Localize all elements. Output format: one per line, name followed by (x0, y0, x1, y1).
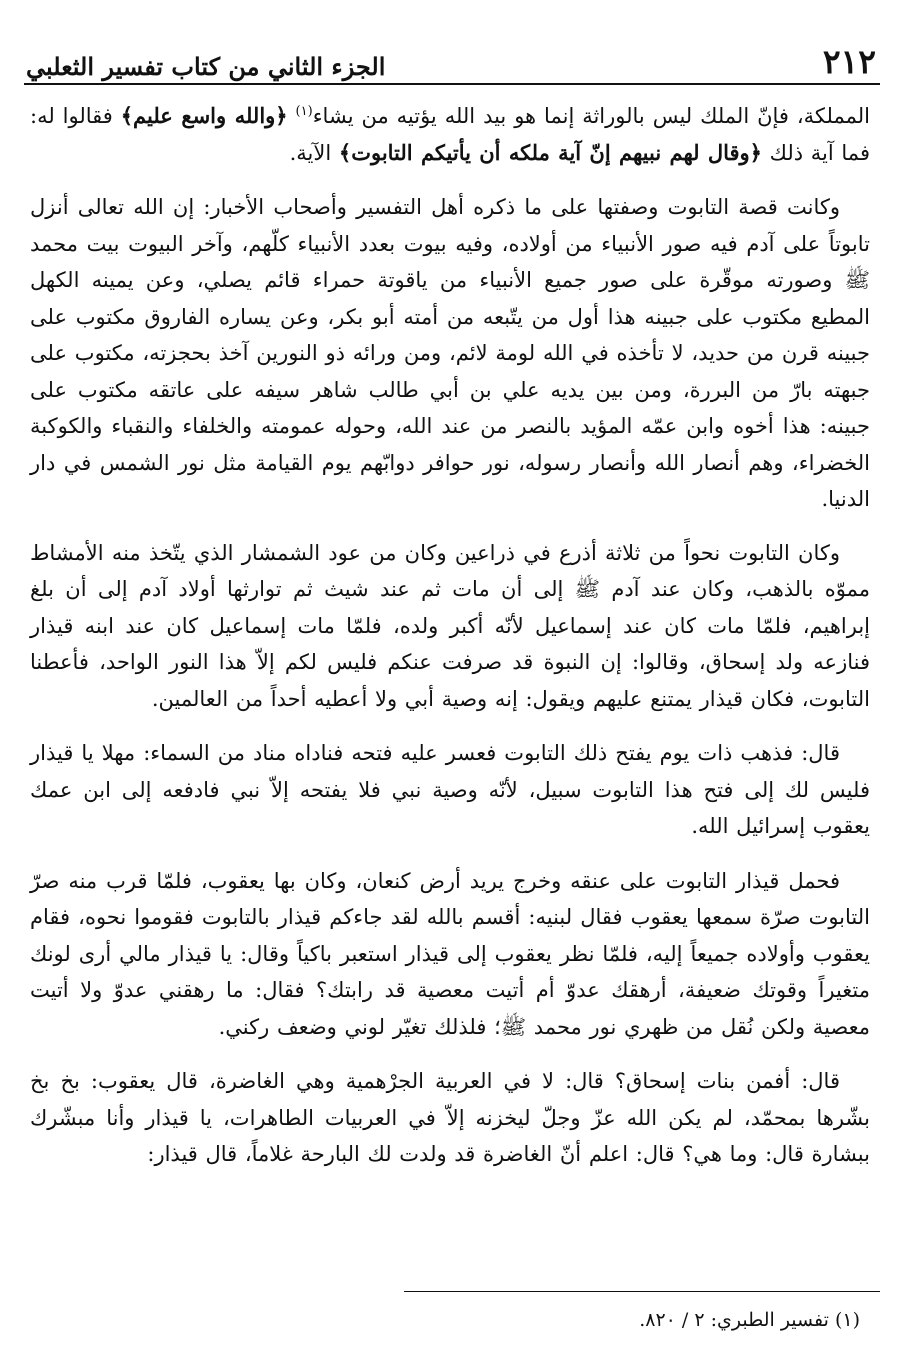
page-header (22, 24, 880, 82)
footnote-divider (404, 1291, 880, 1292)
footnote-reference: (١) (295, 104, 313, 119)
paragraph-6: قال: أفمن بنات إسحاق؟ قال: لا في العربية الجرْهمية وهي الغاضرة، قال يعقوب: بخ بخ بشّرها بمحمّد، لم يكن الله عزّ وجلّ ليخزنه إلاّ في العربيات الطاهرات، يا قيذار وأنا مبشّرك ببشارة قال: وما هي؟ قال: اعلم أنّ الغاضرة قد ولدت لك البارحة غلاماً، قال قيذار: (30, 1069, 870, 1166)
quran-quote: ﴿وقال لهم نبيهم إنّ آية ملكه أن يأتيكم التابوت﴾ (338, 139, 762, 165)
paragraph-2: وكانت قصة التابوت وصفتها على ما ذكره أهل التفسير وأصحاب الأخبار: إن الله تعالى أنزل تابوتاً على آدم فيه صور الأنبياء من أولاده، وفيه بيوت بعدد الأنبياء كلّهم، وآخر البيوت بيت محمد ﷺ وصورته موقّرة على صور جميع الأنبياء من ياقوتة حمراء قائم يصلي، وعن يمينه الكهل المطيع مكتوب على جبينه هذا أول من يتّبعه من أمته أبو بكر، وعن يساره الفاروق مكتوب على جبينه قرن من حديد، لا تأخذه في الله لومة لائم، ومن ورائه ذو النورين آخذ بحجزته، مكتوب على جبهته بارّ من البررة، ومن بين يديه علي بن أبي طالب شاهر سيفه على عاتقه مكتوب على جبينه: هذا أخوه وابن عمّه المؤيد بالنصر من عند الله، وحوله عمومته والخلفاء والنقباء والكوكبة الخضراء، وهم أنصار الله وأنصار رسوله، نور حوافر دوابّهم يوم القيامة مثل نور الشمس في دار الدنيا. (30, 195, 870, 511)
footnote-text: تفسير الطبري: ٢ / ٨٢٠. (639, 1309, 829, 1331)
footnote (639, 1308, 860, 1333)
page-number: ٢١٢ (822, 42, 876, 82)
paragraph-5: فحمل قيذار التابوت على عنقه وخرج يريد أرض كنعان، وكان بها يعقوب، فلمّا قرب منه صرّ التابوت صرّة سمعها يعقوب فقال لبنيه: أقسم بالله لقد جاءكم قيذار بالتابوت فقوموا نحوه، فقام يعقوب وأولاده جميعاً إليه، فلمّا نظر يعقوب إلى قيذار استعبر باكياً وقال: يا قيذار مالي أرى لونك متغيراً وقوتك ضعيفة، أرهقك عدوّ أم أتيت معصية قد رابتك؟ فقال: ما رهقني عدوّ ولا أتيت معصية ولكن نُقل من ظهري نور محمد ﷺ؛ فلذلك تغيّر لوني وضعف ركني. (30, 868, 870, 1039)
main-text (30, 98, 870, 1191)
quran-quote: ﴿والله واسع عليم﴾ (120, 103, 288, 128)
footnote-number: (١) (834, 1309, 860, 1331)
paragraph-3: وكان التابوت نحواً من ثلاثة أذرع في ذراعين وكان من عود الشمشار الذي يتّخذ منه الأمشاط مموّه بالذهب، وكان عند آدم ﷺ إلى أن مات ثم عند شيث ثم توارثها أولاد آدم إلى أن بلغ إبراهيم، فلمّا مات كان عند إسماعيل لأنّه أكبر ولده، فلمّا مات إسماعيل كان عند ابنه قيذار فنازعه ولد إسحاق، وقالوا: إن النبوة قد صرفت عنكم فليس لكم إلاّ هذا النور الواحد، فأعطنا التابوت، فكان قيذار يمتنع عليهم ويقول: إنه وصية أبي ولا أعطيه أحداً من العالمين. (30, 540, 870, 711)
running-title: الجزء الثاني من كتاب تفسير الثعلبي (26, 52, 386, 82)
paragraph-1-middle: فقالوا له: فما آية ذلك (30, 104, 870, 165)
paragraph-1-intro: المملكة، فإنّ الملك ليس بالوراثة إنما هو بيد الله يؤتيه من يشاء (312, 104, 870, 128)
paragraph-4: قال: فذهب ذات يوم يفتح ذلك التابوت فعسر عليه فتحه فناداه مناد من السماء: مهلا يا قيذار فليس لك إلى فتح هذا التابوت سبيل، لأنّه وصية نبي فلا يفتحه إلاّ نبي فادفعه إلى ابن عمك يعقوب إسرائيل الله. (30, 741, 870, 838)
paragraph-1 (30, 98, 870, 171)
header-divider (24, 83, 880, 85)
paragraph-1-end: الآية. (289, 140, 339, 165)
